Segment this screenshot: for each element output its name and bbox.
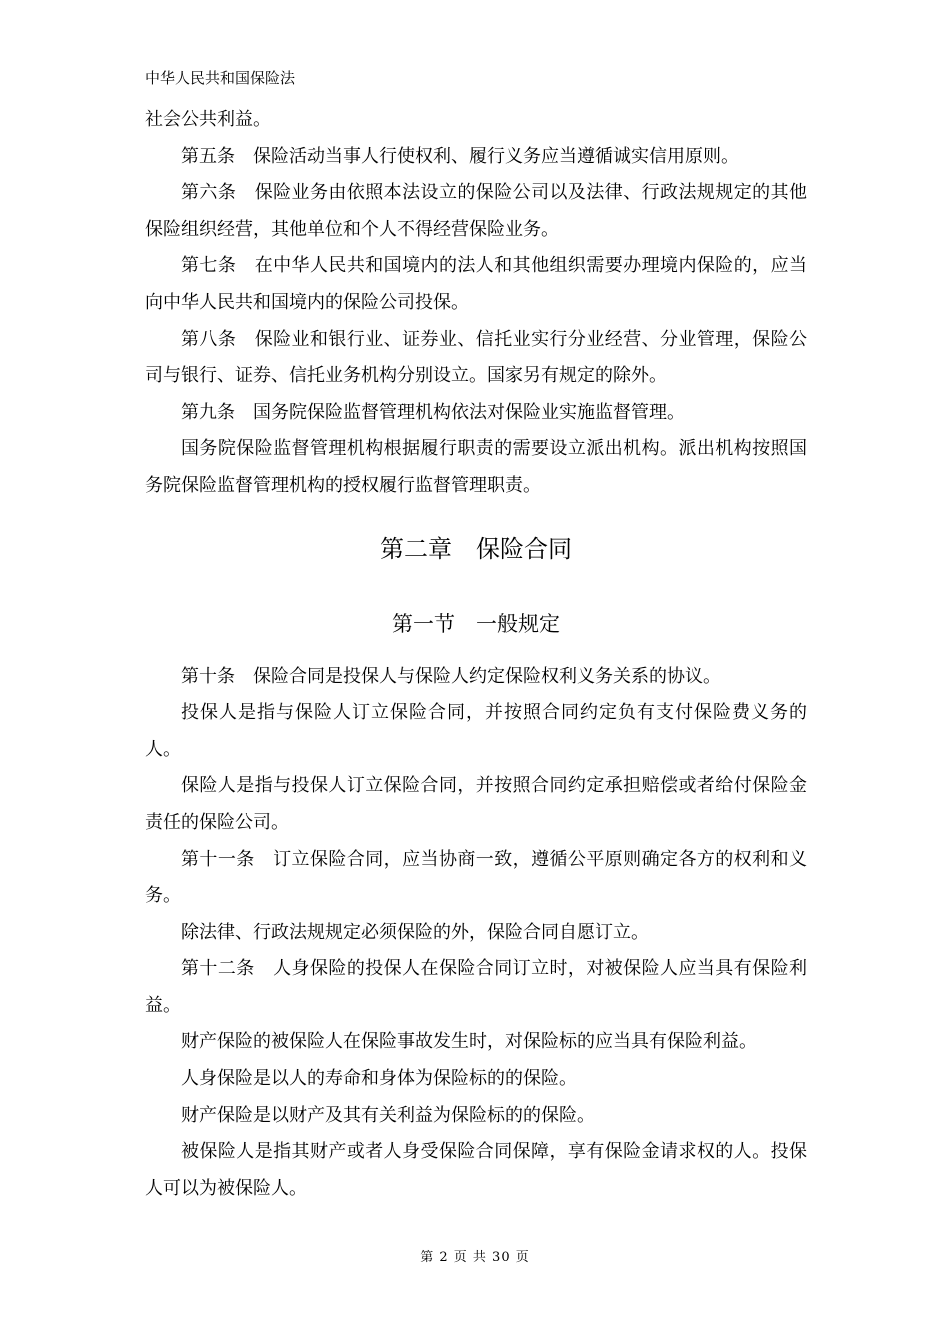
running-header: 中华人民共和国保险法 [145,69,296,87]
chapter-heading: 第二章 保险合同 [380,534,572,563]
article-6 [145,175,807,248]
article-12-paragraph-4: 财产保险是以财产及其有关利益为保险标的的保险。 [181,1104,595,1126]
article-7 [145,248,807,321]
section-heading: 第一节 一般规定 [392,611,560,636]
article-5 [145,139,807,176]
article-10-paragraph-3: 保险人是指与投保人订立保险合同，并按照合同约定承担赔偿或者给付保险金责任的保险公司。 [145,775,807,833]
article-text: 在中华人民共和国境内的法人和其他组织需要办理境内保险的，应当向中华人民共和国境内的保险公司投保。 [145,255,808,313]
page-number-footer: 第 2 页 共 30 页 [420,1250,530,1265]
article-9 [145,395,807,432]
article-12 [145,951,807,1024]
article-label: 第十二条 [181,958,255,980]
article-label: 第九条 [181,401,235,423]
article-label: 第六条 [181,182,237,204]
article-text: 保险业务由依照本法设立的保险公司以及法律、行政法规规定的其他保险组织经营，其他单位和个人不得经营保险业务。 [145,182,808,240]
paragraph [145,102,807,139]
article-text: 国务院保险监督管理机构依法对保险业实施监督管理。 [253,401,685,423]
article-text: 订立保险合同，应当协商一致，遵循公平原则确定各方的权利和义务。 [145,848,808,907]
article-11 [145,842,807,915]
article-label: 第八条 [181,328,237,350]
article-10-paragraph-2: 投保人是指与保险人订立保险合同，并按照合同约定负有支付保险费义务的人。 [145,702,807,760]
article-label: 第七条 [181,255,237,277]
article-8 [145,322,807,395]
article-12-paragraph-2: 财产保险的被保险人在保险事故发生时，对保险标的应当具有保险利益。 [181,1031,757,1053]
article-text: 人身保险的投保人在保险合同订立时，对被保险人应当具有保险利益。 [145,958,808,1016]
article-11-paragraph-2: 除法律、行政法规规定必须保险的外，保险合同自愿订立。 [181,921,649,943]
article-12-paragraph-5: 被保险人是指其财产或者人身受保险合同保障，享有保险金请求权的人。投保人可以为被保险人。 [145,1141,807,1199]
article-text: 保险活动当事人行使权利、履行义务应当遵循诚实信用原则。 [253,145,739,167]
article-10 [145,659,807,696]
article-text: 保险业和银行业、证券业、信托业实行分业经营、分业管理，保险公司与银行、证券、信托业务机构分别设立。国家另有规定的除外。 [145,328,808,387]
article-9-paragraph-2: 国务院保险监督管理机构根据履行职责的需要设立派出机构。派出机构按照国务院保险监督管理机构的授权履行监督管理职责。 [145,438,807,496]
article-label: 第十条 [181,665,235,687]
article-12-paragraph-3: 人身保险是以人的寿命和身体为保险标的的保险。 [181,1068,577,1090]
paragraph-text: 社会公共利益。 [145,109,271,130]
document-body [145,102,807,1207]
article-label: 第十一条 [181,848,255,870]
article-text: 保险合同是投保人与保险人约定保险权利义务关系的协议。 [253,665,721,687]
article-label: 第五条 [181,145,235,167]
